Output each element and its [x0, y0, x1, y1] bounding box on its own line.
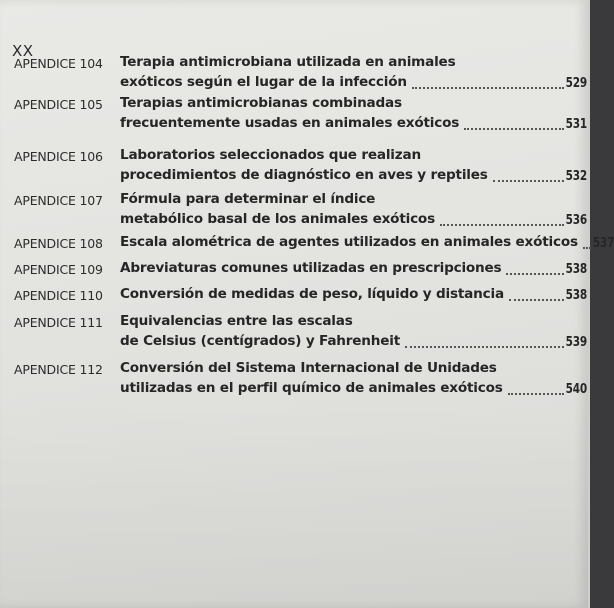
appendix-label: APENDICE 109 — [14, 262, 103, 277]
entry-title-line: Equivalencias entre las escalas — [120, 313, 353, 329]
dot-leader — [508, 393, 564, 395]
entry-title-line: Laboratorios seleccionados que realizan — [120, 147, 421, 163]
entry-title-line: frecuentemente usadas en animales exóticos — [120, 115, 460, 131]
page-reference: 538 — [565, 287, 587, 303]
appendix-label: APENDICE 111 — [14, 315, 103, 330]
entry-title-line: Terapias antimicrobianas combinadas — [120, 95, 402, 111]
dot-leader — [509, 299, 564, 301]
page-reference: 538 — [565, 261, 587, 277]
entry-title-line: Conversión de medidas de peso, líquido y distancia — [120, 286, 504, 302]
page-number: XX — [12, 42, 34, 60]
dot-leader — [412, 87, 564, 89]
page-reference: 529 — [565, 75, 587, 91]
entry-title-line: de Celsius (centígrados) y Fahrenheit — [120, 333, 401, 349]
entry-title-line: procedimientos de diagnóstico en aves y reptiles — [120, 167, 488, 183]
entry-title-line: utilizadas en el perfil químico de animales exóticos — [120, 380, 503, 396]
dot-leader — [405, 346, 564, 348]
dot-leader — [464, 128, 564, 130]
entry-title-line: metabólico basal de los animales exóticos — [120, 211, 435, 227]
entry-title-line: Terapia antimicrobiana utilizada en animales — [120, 54, 456, 70]
page-reference: 540 — [565, 381, 587, 397]
appendix-label: APENDICE 108 — [14, 236, 103, 251]
entry-title-line: Abreviaturas comunes utilizadas en prescripciones — [120, 260, 502, 276]
page-reference: 531 — [565, 116, 587, 132]
page-reference: 537 — [592, 235, 614, 251]
entry-title-line: Fórmula para determinar el índice — [120, 191, 376, 207]
page-reference: 532 — [565, 168, 587, 184]
dot-leader — [506, 273, 563, 275]
entry-title-line: Escala alométrica de agentes utilizados en animales exóticos — [120, 234, 578, 250]
entry-title-line: exóticos según el lugar de la infección — [120, 74, 407, 90]
appendix-label: APENDICE 110 — [14, 288, 103, 303]
appendix-label: APENDICE 104 — [14, 56, 103, 71]
appendix-label: APENDICE 106 — [14, 149, 103, 164]
dot-leader — [440, 224, 564, 226]
page-reference: 536 — [565, 212, 587, 228]
page-shadow — [0, 400, 588, 608]
entry-title-line: Conversión del Sistema Internacional de Unidades — [120, 360, 497, 376]
dot-leader — [583, 247, 591, 249]
appendix-label: APENDICE 107 — [14, 193, 103, 208]
appendix-label: APENDICE 112 — [14, 362, 103, 377]
page-reference: 539 — [565, 334, 587, 350]
dot-leader — [493, 180, 564, 182]
appendix-label: APENDICE 105 — [14, 97, 103, 112]
